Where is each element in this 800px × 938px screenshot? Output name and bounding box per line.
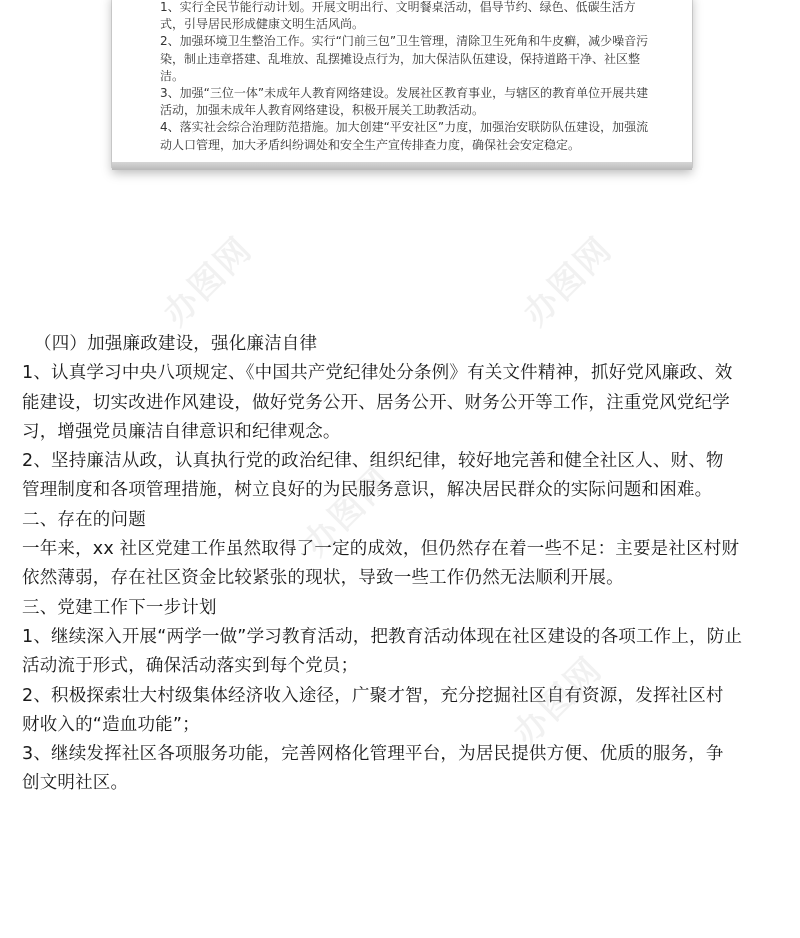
watermark: 办图网 — [505, 649, 611, 754]
paragraph-line: 依然薄弱，存在社区资金比较紧张的现状，导致一些工作仍然无法顺利开展。 — [22, 568, 624, 589]
document-preview-card — [112, 0, 692, 167]
paragraph-line: 2、积极探索壮大村级集体经济收入途径，广聚才智，充分挖掘社区自有资源，发挥社区村 — [22, 685, 724, 706]
paragraph-line: 一年来，xx 社区党建工作虽然取得了一定的成效，但仍然存在着一些不足：主要是社区村财 — [22, 539, 740, 560]
paragraph-line: 1、继续深入开展“两学一做”学习教育活动，把教育活动体现在社区建设的各项工作上，防止 — [22, 626, 743, 647]
paragraph-line: 活动流于形式，确保活动落实到每个党员； — [22, 656, 359, 677]
section-heading: （四）加强廉政建设，强化廉洁自律 — [34, 334, 318, 354]
preview-line: 1、实行全民节能行动计划。开展文明出行、文明餐桌活动，倡导节约、绿色、低碳生活方 — [160, 0, 636, 14]
preview-text-block — [112, 0, 692, 154]
card-shadow-edge — [112, 162, 692, 170]
preview-line: 活动，加强未成年人教育网络建设，积极开展关工助教活动。 — [160, 103, 485, 118]
preview-line: 动人口管理，加大矛盾纠纷调处和安全生产宣传排查力度，确保社会安定稳定。 — [160, 137, 581, 152]
paragraph-line: 管理制度和各项管理措施，树立良好的为民服务意识，解决居民群众的实际问题和困难。 — [22, 480, 713, 501]
paragraph-line: 1、认真学习中央八项规定、《中国共产党纪律处分条例》有关文件精神，抓好党风廉政、效 — [22, 363, 733, 384]
preview-line: 式，引导居民形成健康文明生活风尚。 — [160, 17, 365, 32]
paragraph-line: 2、坚持廉洁从政，认真执行党的政治纪律、组织纪律，较好地完善和健全社区人、财、物 — [22, 451, 724, 472]
section-heading: 二、存在的问题 — [22, 509, 146, 530]
section-heading: 三、党建工作下一步计划 — [22, 597, 217, 618]
preview-line: 染，制止违章搭建、乱堆放、乱摆摊设点行为，加大保洁队伍建设，保持道路干净、社区整 — [160, 51, 641, 66]
paragraph-line: 能建设，切实改进作风建设，做好党务公开、居务公开、财务公开等工作，注重党风党纪学 — [22, 392, 730, 413]
preview-line: 洁。 — [160, 68, 185, 83]
watermark: 办图网 — [515, 229, 621, 334]
preview-line: 3、加强“三位一体”未成年人教育网络建设。发展社区教育事业，与辖区的教育单位开展共建 — [160, 86, 649, 101]
paragraph-line: 创文明社区。 — [22, 773, 129, 794]
preview-line: 4、落实社会综合治理防范措施。加大创建“平安社区”力度，加强治安联防队伍建设，加强流 — [160, 120, 649, 135]
paragraph-line: 财收入的“造血功能”； — [22, 714, 200, 735]
preview-line: 2、加强环境卫生整治工作。实行“门前三包”卫生管理，清除卫生死角和牛皮癣，减少噪音污 — [160, 34, 649, 49]
watermark: 办图网 — [155, 229, 261, 334]
paragraph-line: 3、继续发挥社区各项服务功能，完善网格化管理平台，为居民提供方便、优质的服务，争 — [22, 744, 724, 765]
watermark: 办图网 — [295, 459, 401, 564]
paragraph-line: 习，增强党员廉洁自律意识和纪律观念。 — [22, 421, 341, 442]
document-body — [22, 330, 782, 799]
